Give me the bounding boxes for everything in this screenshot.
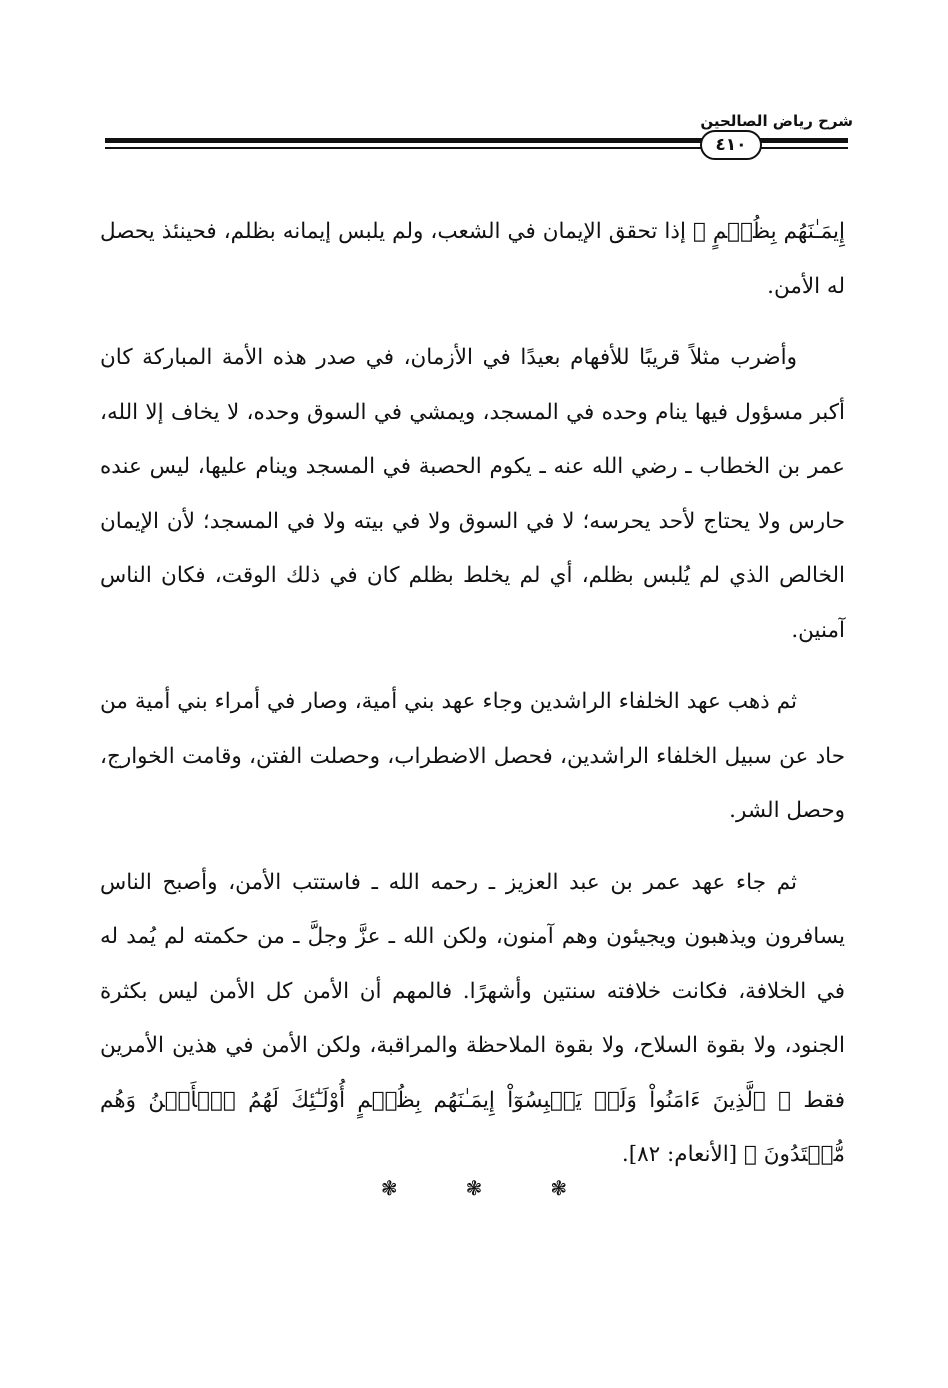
page-number: ٤١٠	[715, 134, 747, 155]
separator-star-icon: ❃	[380, 1176, 398, 1200]
section-separator	[0, 1176, 948, 1200]
main-text	[100, 205, 845, 1200]
paragraph-1	[100, 205, 845, 314]
paragraph-3: ثم ذهب عهد الخلفاء الراشدين وجاء عهد بني أمية، وصار في أمراء بني أمية من حاد عن سبيل الخلفاء الراشدين، فحصل الاضطراب، وحصلت الفتن، وقامت الخوارج، وحصل الشر.	[100, 689, 845, 823]
quran-fragment: إِيمَـٰنَهُم بِظُلۡمٍ ﴾	[692, 219, 845, 244]
paragraph-1-text: إذا تحقق الإيمان في الشعب، ولم يلبس إيمانه بظلم، فحينئذ يحصل له الأمن.	[100, 219, 845, 299]
paragraph-2: وأضرب مثلاً قريبًا للأفهام بعيدًا في الأزمان، في صدر هذه الأمة المباركة كان أكبر مسؤول فيها ينام وحده في المسجد، ويمشي في السوق وحده، لا يخاف إلا الله، عمر بن الخطاب ـ رضي الله عنه ـ يكوم الحصبة في المسجد وينام عليها، ليس عنده حارس ولا يحتاج لأحد يحرسه؛ لا في السوق ولا في بيته ولا في المسجد؛ لأن الإيمان الخالص الذي لم يُلبس بظلم، أي لم يخلط بظلم كان في ذلك الوقت، فكان الناس آمنين.	[100, 345, 845, 643]
page-number-badge	[700, 130, 762, 160]
quran-verse: ﴿ ٱلَّذِينَ ءَامَنُواْ وَلَمۡ يَلۡبِسُوٓاْ إِيمَـٰنَهُم بِظُلۡمٍ أُوْلَـٰٓئِكَ لَهُمُ ٱلۡأَمۡنُ وَهُم مُّهۡتَدُونَ ﴾	[100, 1087, 845, 1167]
paragraph-4-text: ثم جاء عهد عمر بن عبد العزيز ـ رحمه الله ـ فاستتب الأمن، وأصبح الناس يسافرون ويذهبون ويجيئون وهم آمنون، ولكن الله ـ عزَّ وجلَّ ـ من حكمته لم يُمد له في الخلافة، فكانت خلافته سنتين وأشهرًا. فالمهم أن الأمن كل الأمن ليس بكثرة الجنود، ولا بقوة السلاح، ولا بقوة الملاحظة والمراقبة، ولكن الأمن في هذين الأمرين فقط	[100, 869, 845, 1113]
running-head-title: شرح رياض الصالحين	[700, 112, 853, 130]
verse-reference: [الأنعام: ٨٢].	[621, 1142, 744, 1167]
separator-star-icon: ❃	[550, 1176, 568, 1200]
paragraph-4	[100, 856, 845, 1183]
separator-star-icon: ❃	[465, 1176, 483, 1200]
